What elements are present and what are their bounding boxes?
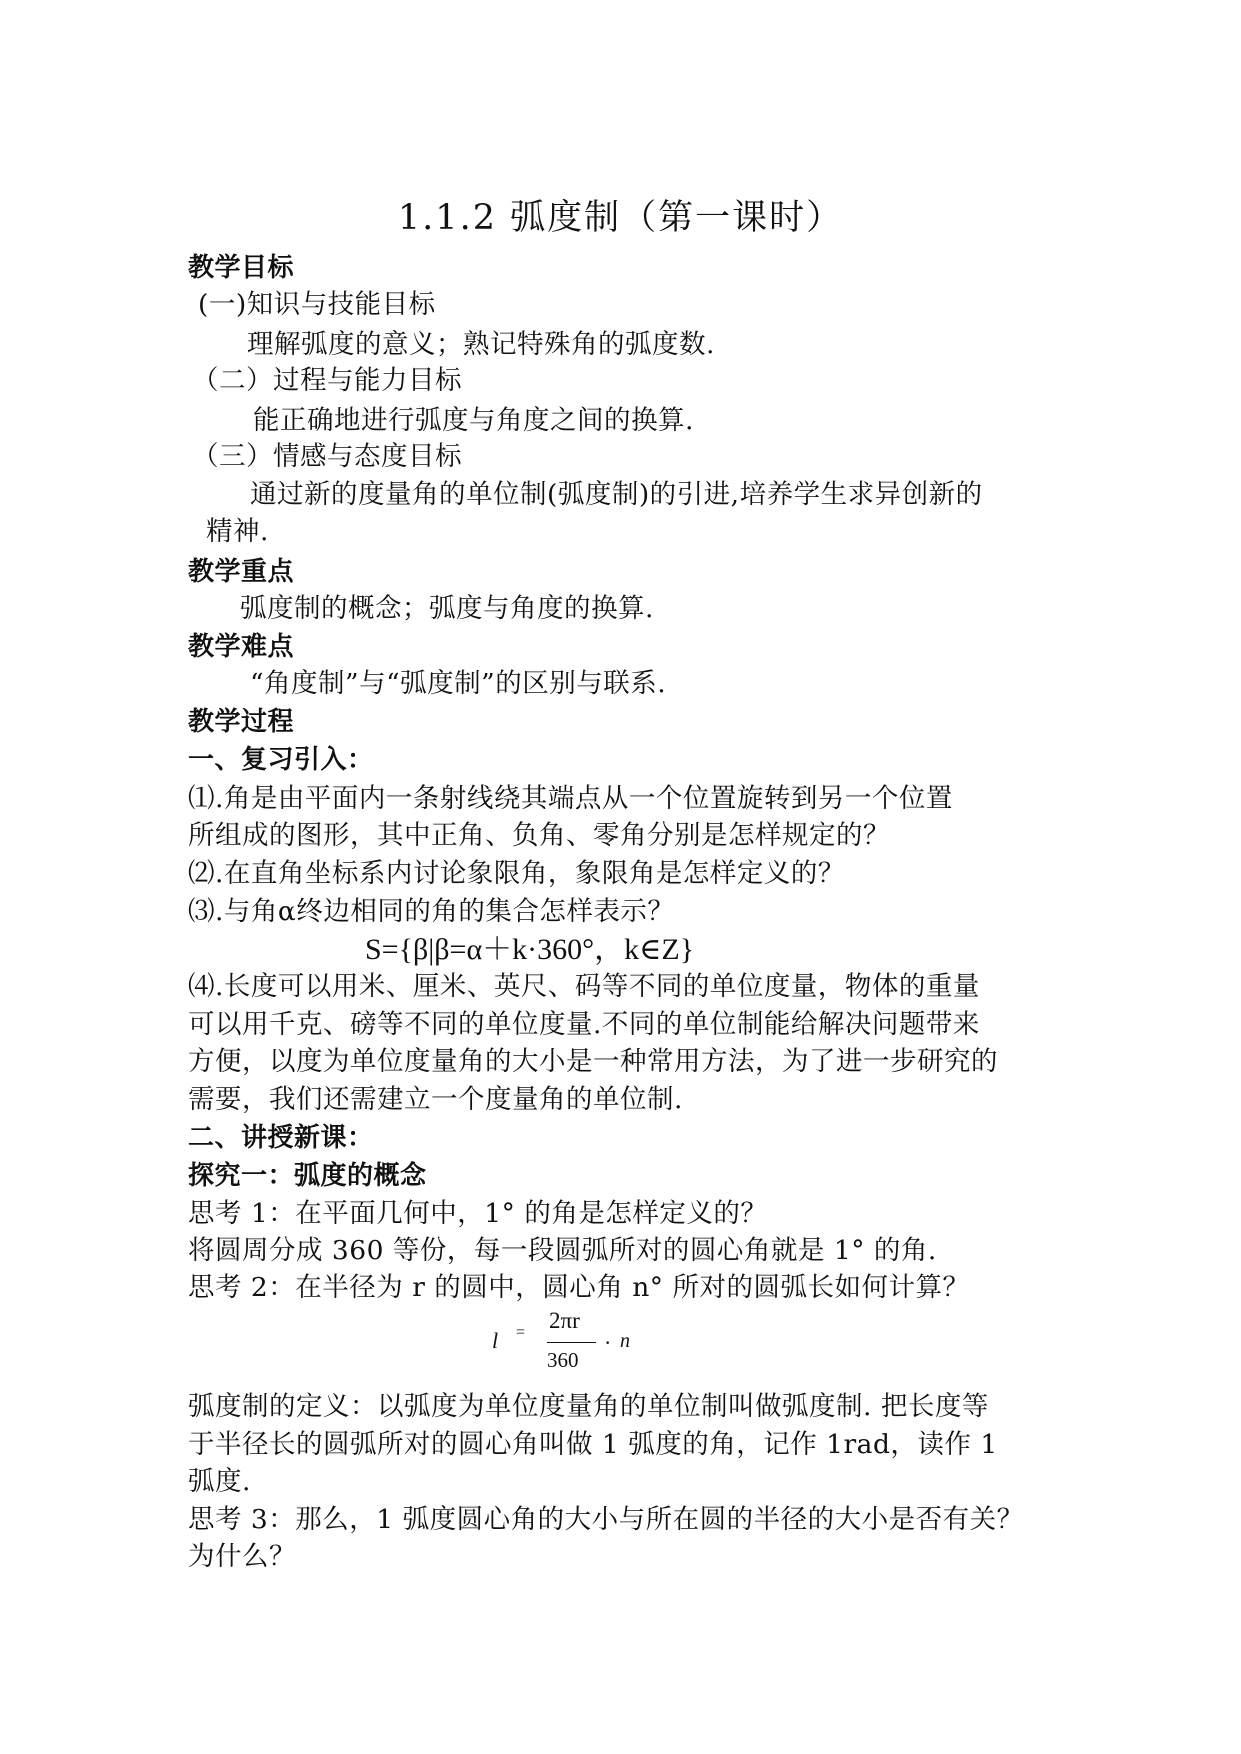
think-3-line-1: 思考 3：那么，1 弧度圆心角的大小与所在圆的半径的大小是否有关？ (188, 1504, 1024, 1535)
formula-denominator: 360 (547, 1348, 579, 1372)
set-formula: S={β|β=α＋k·360°，k∈Z} (365, 933, 695, 966)
think-3-line-2: 为什么？ (188, 1541, 296, 1572)
key-points-heading: 教学重点 (188, 557, 295, 587)
definition-line-3: 弧度. (188, 1466, 251, 1497)
key-points-text: 弧度制的概念；弧度与角度的换算. (240, 593, 654, 624)
definition-line-2: 于半径长的圆弧所对的圆心角叫做 1 弧度的角，记作 1rad，读作 1 (188, 1429, 998, 1460)
page-title: 1.1.2 弧度制（第一课时） (397, 198, 844, 238)
objectives-heading: 教学目标 (188, 253, 295, 283)
question-4-line-1: ⑷.长度可以用米、厘米、英尺、码等不同的单位度量，物体的重量 (188, 971, 980, 1002)
emotion-heading: （三）情感与态度目标 (192, 441, 462, 472)
question-1-line-2: 所组成的图形，其中正角、负角、零角分别是怎样规定的？ (188, 820, 890, 851)
formula-numerator: 2πr (549, 1308, 580, 1333)
think-1: 思考 1：在平面几何中，1° 的角是怎样定义的？ (188, 1198, 768, 1229)
difficulties-text: “角度制”与“弧度制”的区别与联系. (250, 668, 667, 699)
fraction-bar (547, 1342, 596, 1343)
formula-variable: n (620, 1330, 630, 1352)
new-lesson-heading: 二、讲授新课： (188, 1123, 374, 1153)
arc-length-formula (492, 1308, 652, 1382)
knowledge-heading: (一)知识与技能目标 (198, 289, 436, 320)
process-objective-heading: （二）过程与能力目标 (192, 365, 462, 396)
emotion-text-line-1: 通过新的度量角的单位制(弧度制)的引进,培养学生求异创新的 (250, 479, 983, 510)
formula-lhs: l (492, 1328, 499, 1353)
question-1-line-1: ⑴.角是由平面内一条射线绕其端点从一个位置旋转到另一个位置 (188, 783, 953, 814)
formula-equals: = (516, 1324, 526, 1341)
question-2: ⑵.在直角坐标系内讨论象限角，象限角是怎样定义的？ (188, 858, 845, 889)
definition-line-1: 弧度制的定义：以弧度为单位度量角的单位制叫做弧度制. 把长度等 (188, 1391, 989, 1422)
think-2: 思考 2：在半径为 r 的圆中，圆心角 n° 所对的圆弧长如何计算？ (188, 1272, 970, 1303)
review-heading: 一、复习引入： (188, 745, 374, 775)
emotion-text-line-2: 精神. (206, 516, 269, 547)
difficulties-heading: 教学难点 (188, 632, 295, 662)
process-objective-text: 能正确地进行弧度与角度之间的换算. (253, 405, 694, 436)
knowledge-text: 理解弧度的意义；熟记特殊角的弧度数. (247, 329, 715, 360)
question-4-line-2: 可以用千克、磅等不同的单位度量.不同的单位制能给解决问题带来 (188, 1009, 980, 1040)
formula-multiply: · (604, 1330, 612, 1355)
question-4-line-4: 需要，我们还需建立一个度量角的单位制. (188, 1084, 683, 1115)
question-3: ⑶.与角α终边相同的角的集合怎样表示？ (188, 896, 675, 927)
process-heading: 教学过程 (188, 707, 295, 737)
explore-heading: 探究一：弧度的概念 (188, 1161, 427, 1191)
think-1-answer: 将圆周分成 360 等份，每一段圆弧所对的圆心角就是 1° 的角. (188, 1235, 937, 1266)
question-4-line-3: 方便，以度为单位度量角的大小是一种常用方法，为了进一步研究的 (188, 1046, 998, 1077)
